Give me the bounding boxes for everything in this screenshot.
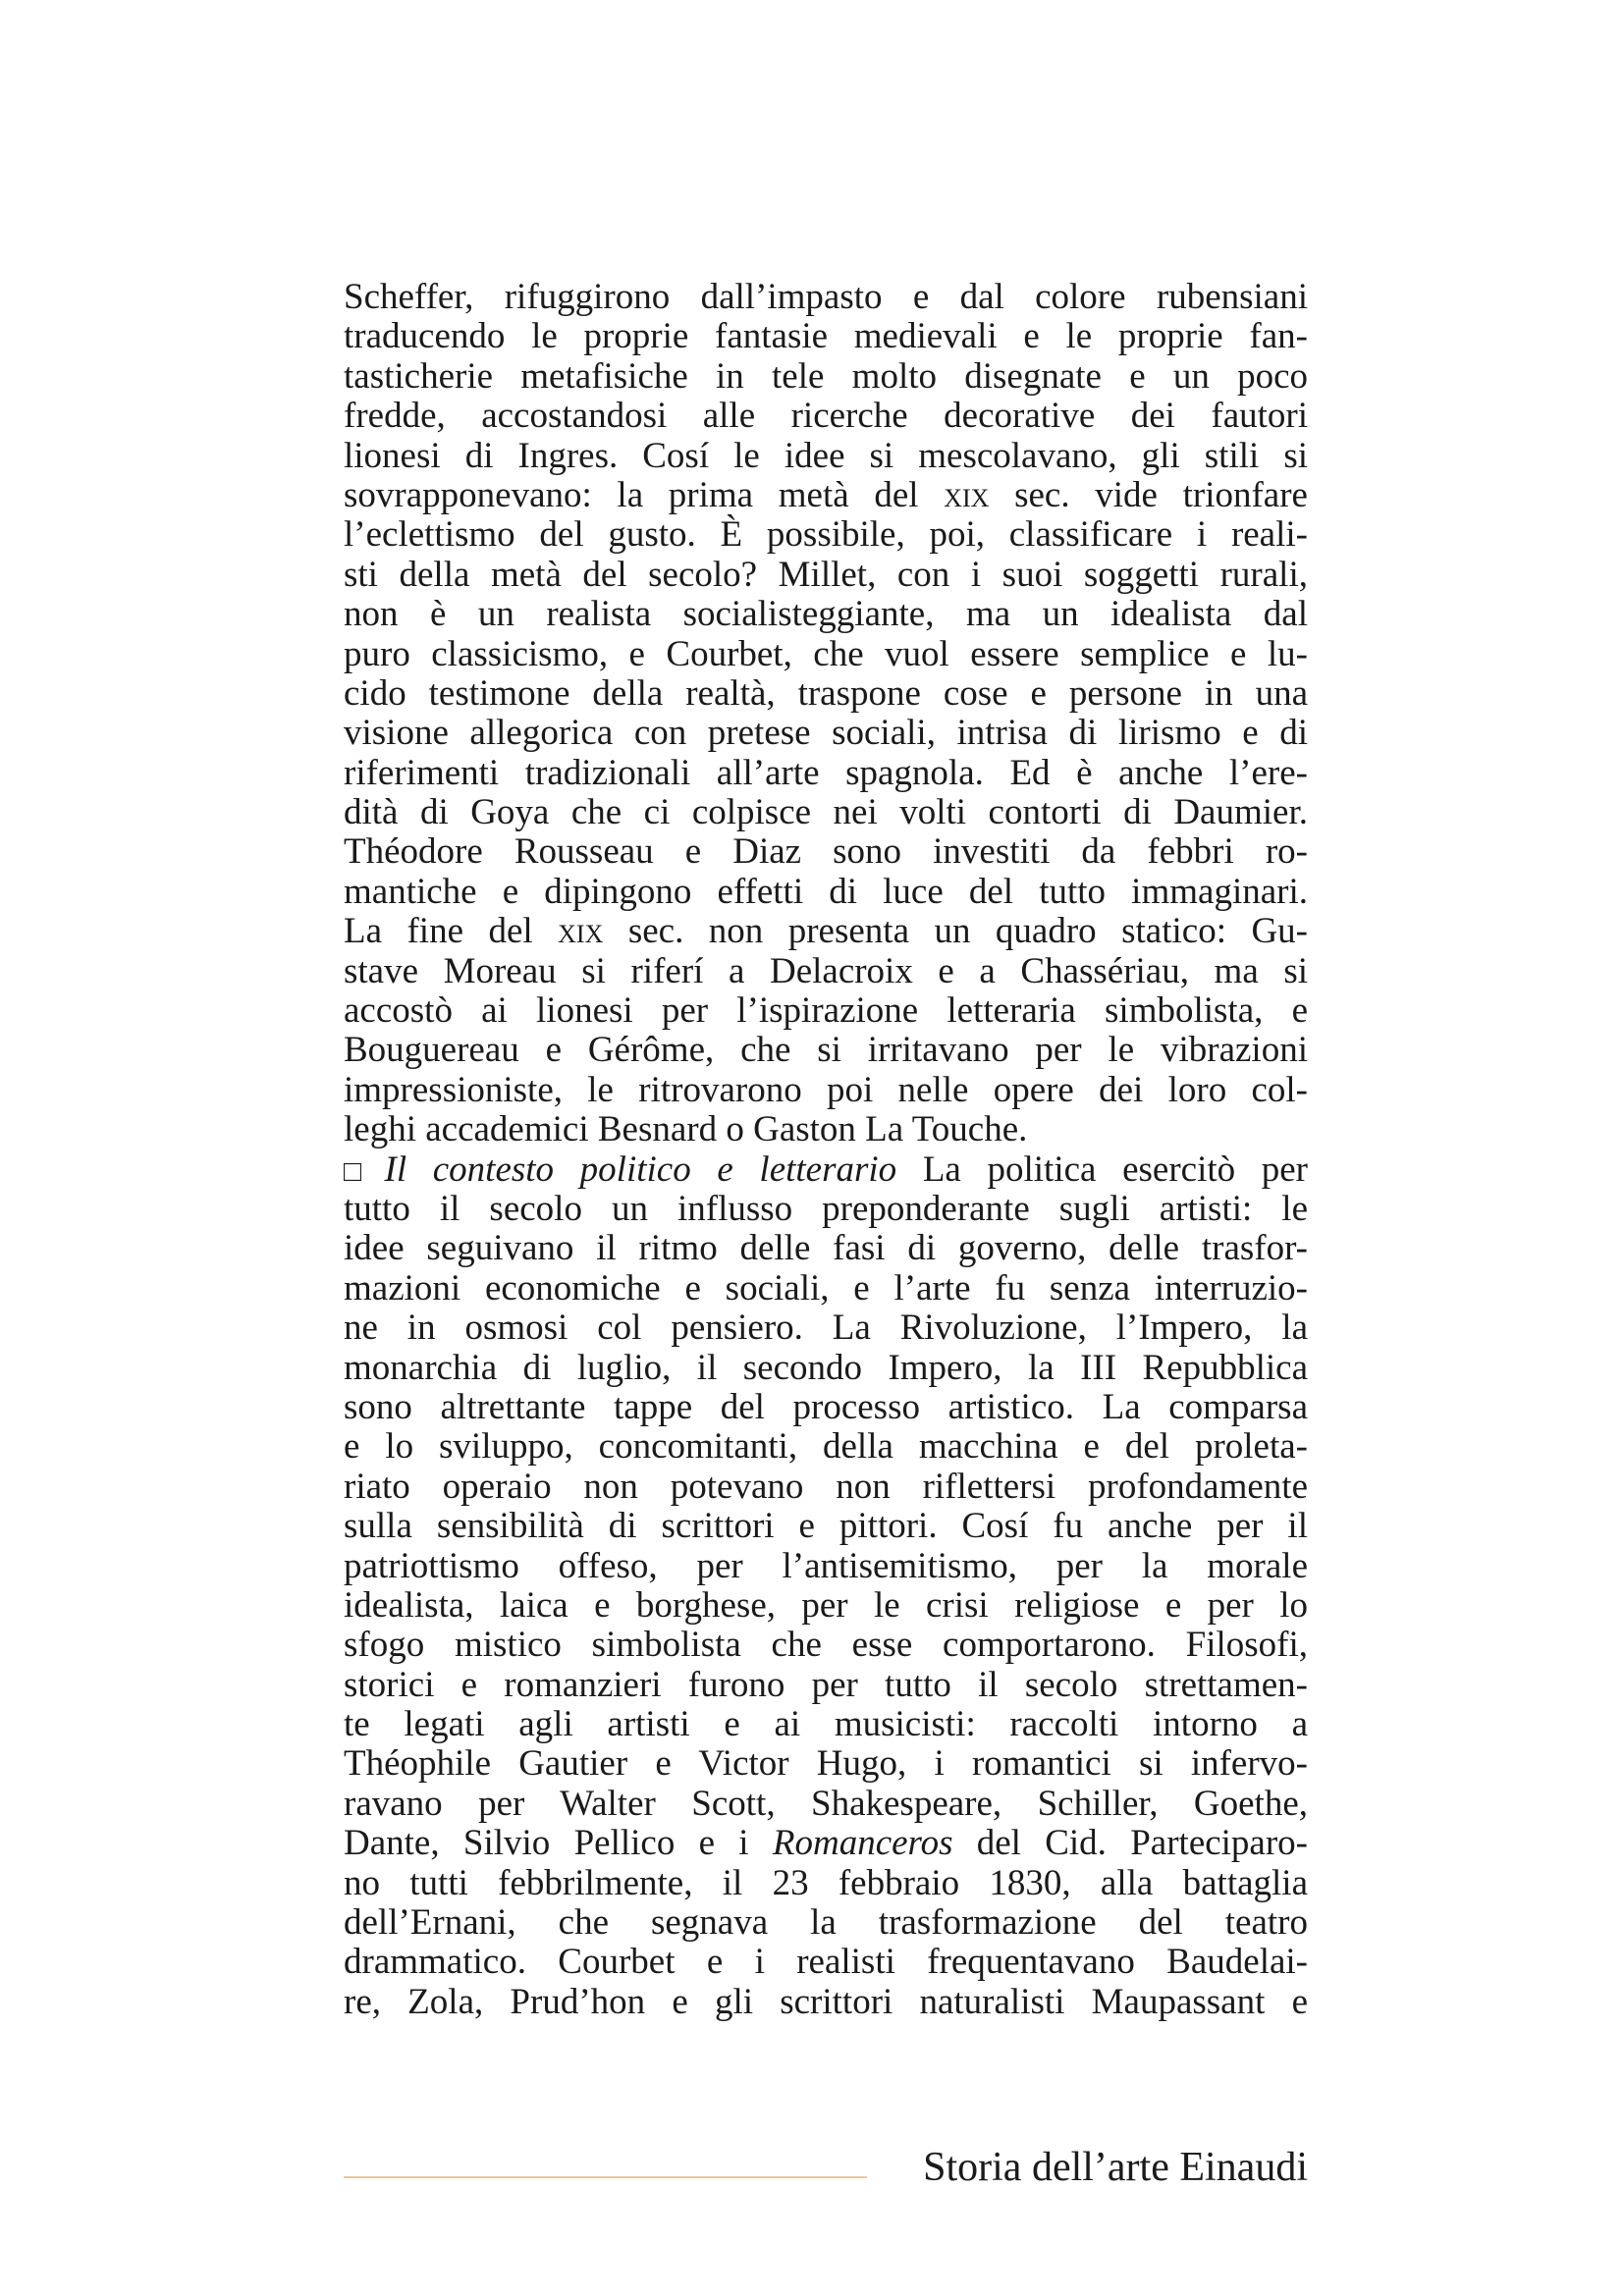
text-line: sfogo mistico simbolista che esse comportarono. Filosofi,: [344, 1625, 1308, 1666]
text-line: ravano per Walter Scott, Shakespeare, Schiller, Goethe,: [344, 1783, 1308, 1824]
text-line: ne in osmosi col pensiero. La Rivoluzione, l’Impero, la: [344, 1308, 1308, 1349]
text-line: drammatico. Courbet e i realisti frequentavano Baudelai-: [344, 1942, 1308, 1983]
text-line: lionesi di Ingres. Cosí le idee si mescolavano, gli stili si: [344, 435, 1308, 476]
text-line: visione allegorica con pretese sociali, intrisa di lirismo e di: [344, 713, 1308, 754]
section-heading: Il contesto politico e letterario: [384, 1148, 897, 1190]
text-line: leghi accademici Besnard o Gaston La Touche.: [344, 1109, 1028, 1150]
text-line: fredde, accostandosi alle ricerche decorative dei fautori: [344, 396, 1308, 437]
text-line: mantiche e dipingono effetti di luce del tutto immaginari.: [344, 871, 1308, 912]
text-line: tutto il secolo un influsso preponderante sugli artisti: le: [344, 1188, 1308, 1229]
text-line: riato operaio non potevano non riflettersi profondamente: [344, 1466, 1308, 1507]
text-fragment: La fine del: [344, 911, 559, 952]
text-line: sulla sensibilità di scrittori e pittori. Cosí fu anche per il: [344, 1506, 1308, 1547]
text-line: l’eclettismo del gusto. È possibile, poi, classificare i reali-: [344, 514, 1308, 556]
section-heading-line: [344, 1150, 1308, 1190]
text-fragment: Dante, Silvio Pellico e i: [344, 1823, 773, 1864]
text-line: cido testimone della realtà, traspone cose e persone in una: [344, 672, 1308, 714]
text-line: Théodore Rousseau e Diaz sono investiti da febbri ro-: [344, 831, 1308, 873]
text-line: te legati agli artisti e ai musicisti: raccolti intorno a: [344, 1704, 1308, 1745]
footer-title: Storia dell’arte Einaudi: [923, 2145, 1308, 2190]
footer-rule: [344, 2176, 867, 2178]
text-line: mazioni economiche e sociali, e l’arte fu senza interruzio-: [344, 1267, 1308, 1308]
text-line: Bouguereau e Gérôme, che si irritavano per le vibrazioni: [344, 1030, 1308, 1071]
text-line: tasticherie metafisiche in tele molto disegnate e un poco: [344, 355, 1308, 397]
text-line: [344, 912, 1308, 951]
text-line: impressioniste, le ritrovarono poi nelle opere dei loro col-: [344, 1069, 1308, 1110]
text-line: dell’Ernani, che segnava la trasformazione del teatro: [344, 1902, 1308, 1944]
text-fragment: sovrapponevano: la prima metà del: [344, 474, 945, 515]
text-line: dità di Goya che ci colpisce nei volti contorti di Daumier.: [344, 792, 1308, 833]
text-line: idee seguivano il ritmo delle fasi di governo, delle trasfor-: [344, 1228, 1308, 1269]
text-line: patriottismo offeso, per l’antisemitismo, per la morale: [344, 1545, 1308, 1586]
text-line: [344, 476, 1308, 515]
text-fragment: del Cid. Parteciparo-: [952, 1823, 1309, 1864]
text-line: e lo sviluppo, concomitanti, della macchina e del proleta-: [344, 1426, 1308, 1468]
text-line: re, Zola, Prud’hon e gli scrittori naturalisti Maupassant e: [344, 1981, 1308, 2022]
text-line: Théophile Gautier e Victor Hugo, i romantici si infervo-: [344, 1743, 1308, 1785]
text-line: no tutti febbrilmente, il 23 febbraio 1830, alla battaglia: [344, 1862, 1308, 1903]
italic-title: Romanceros: [772, 1823, 953, 1864]
text-fragment: La politica esercitò per: [896, 1148, 1309, 1190]
body-text: [344, 278, 1308, 2022]
text-line: Scheffer, rifuggirono dall’impasto e dal colore rubensiani: [344, 277, 1308, 317]
text-line: sti della metà del secolo? Millet, con i suoi soggetti rurali,: [344, 554, 1308, 595]
century-numeral: xix: [558, 911, 604, 952]
text-line: non è un realista socialisteggiante, ma un idealista dal: [344, 594, 1308, 635]
text-fragment: sec. vide trionfare: [989, 474, 1308, 515]
text-line: idealista, laica e borghese, per le crisi religiose e per lo: [344, 1584, 1308, 1626]
text-line: sono altrettante tappe del processo artistico. La comparsa: [344, 1386, 1308, 1427]
text-line: [344, 1824, 1308, 1863]
page-footer: [344, 2143, 1308, 2192]
text-line: traducendo le proprie fantasie medievali e le proprie fan-: [344, 316, 1308, 357]
text-line: monarchia di luglio, il secondo Impero, la III Repubblica: [344, 1347, 1308, 1388]
text-line: accostò ai lionesi per l’ispirazione letteraria simbolista, e: [344, 990, 1308, 1032]
text-line: storici e romanzieri furono per tutto il secolo strettamen-: [344, 1664, 1308, 1705]
text-line: stave Moreau si riferí a Delacroix e a Chassériau, ma si: [344, 950, 1308, 991]
century-numeral: xix: [944, 474, 990, 515]
text-line: riferimenti tradizionali all’arte spagnola. Ed è anche l’ere-: [344, 752, 1308, 793]
text-fragment: sec. non presenta un quadro statico: Gu-: [603, 911, 1308, 952]
text-line: puro classicismo, e Courbet, che vuol essere semplice e lu-: [344, 633, 1308, 674]
square-bullet-icon: □: [344, 1154, 379, 1188]
